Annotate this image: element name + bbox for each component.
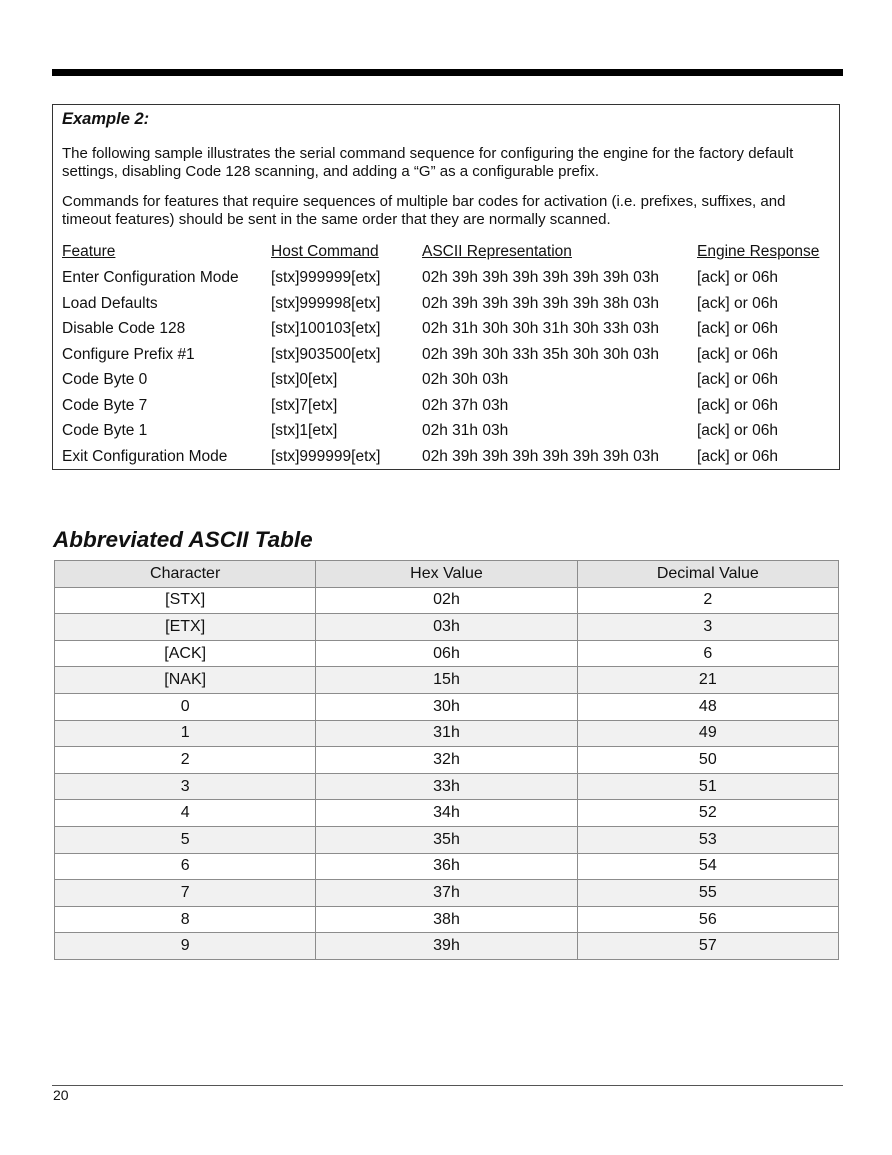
ascii-cell: 02h 39h 39h 39h 39h 39h 39h 03h [422,269,660,286]
hex-cell: 31h [316,720,577,747]
host-command-cell: [stx]7[etx] [271,396,338,414]
feature-cell: Code Byte 1 [62,422,148,439]
hex-cell: 06h [316,640,577,667]
hex-cell: 36h [316,853,577,880]
table-row [55,667,839,694]
table-row [55,800,839,827]
character-cell: 7 [55,880,316,907]
page-number: 20 [53,1087,69,1103]
ascii-cell: 02h 31h 03h [422,422,509,439]
host-command-cell: [stx]0[etx] [271,371,338,388]
table-row [55,640,839,667]
ascii-cell: 02h 30h 03h [422,371,509,388]
ascii-cell: 02h 39h 39h 39h 39h 39h 38h 03h [422,294,660,312]
top-rule [52,69,843,76]
decimal-cell: 56 [577,906,838,933]
example-box [52,104,840,470]
table-row [55,747,839,774]
table-row [55,933,839,960]
character-cell: 6 [55,853,316,880]
table-row [55,906,839,933]
hex-cell: 37h [316,880,577,907]
hex-cell: 30h [316,693,577,720]
example-paragraph-2: Commands for features that require sequences of multiple bar codes for activation (i.e. prefixes, suffixes, and timeout features) should be sent in the same order that they are normally scanned. [62,193,786,228]
character-cell: 4 [55,800,316,827]
feature-cell: Code Byte 0 [62,371,148,388]
host-command-cell: [stx]1[etx] [271,422,338,439]
decimal-cell: 49 [577,720,838,747]
character-cell: 9 [55,933,316,960]
ascii-cell: 02h 31h 30h 30h 31h 30h 33h 03h [422,320,660,337]
ascii-table-header-row [55,561,839,588]
header-hex-value: Hex Value [316,561,577,588]
feature-cell: Exit Configuration Mode [62,447,228,465]
decimal-cell: 3 [577,614,838,641]
decimal-cell: 52 [577,800,838,827]
decimal-cell: 54 [577,853,838,880]
response-cell: [ack] or 06h [697,269,778,286]
decimal-cell: 2 [577,587,838,614]
decimal-cell: 53 [577,826,838,853]
table-row [55,853,839,880]
host-command-cell: [stx]999998[etx] [271,294,381,312]
table-row [55,587,839,614]
ascii-cell: 02h 39h 30h 33h 35h 30h 30h 03h [422,345,660,363]
decimal-cell: 57 [577,933,838,960]
character-cell: 8 [55,906,316,933]
table-row [55,693,839,720]
decimal-cell: 48 [577,693,838,720]
hex-cell: 02h [316,587,577,614]
ascii-table-title: Abbreviated ASCII Table [53,527,313,552]
hex-cell: 03h [316,614,577,641]
hex-cell: 15h [316,667,577,694]
header-engine-response: Engine Response [697,243,820,260]
header-character: Character [55,561,316,588]
character-cell: [NAK] [55,667,316,694]
response-cell: [ack] or 06h [697,294,778,312]
table-row [55,773,839,800]
header-ascii-representation: ASCII Representation [422,243,572,260]
response-cell: [ack] or 06h [697,396,778,414]
hex-cell: 39h [316,933,577,960]
response-cell: [ack] or 06h [697,422,778,439]
header-feature: Feature [62,243,116,260]
host-command-cell: [stx]999999[etx] [271,447,381,465]
response-cell: [ack] or 06h [697,345,778,363]
example-title: Example 2: [62,110,150,128]
decimal-cell: 50 [577,747,838,774]
hex-cell: 38h [316,906,577,933]
decimal-cell: 21 [577,667,838,694]
decimal-cell: 51 [577,773,838,800]
feature-cell: Configure Prefix #1 [62,345,195,363]
decimal-cell: 55 [577,880,838,907]
character-cell: [STX] [55,587,316,614]
table-row [55,826,839,853]
header-host-command: Host Command [271,243,379,260]
ascii-cell: 02h 39h 39h 39h 39h 39h 39h 03h [422,447,660,465]
table-row [55,614,839,641]
host-command-cell: [stx]903500[etx] [271,345,381,363]
character-cell: 0 [55,693,316,720]
feature-cell: Code Byte 7 [62,396,148,414]
character-cell: [ETX] [55,614,316,641]
character-cell: 3 [55,773,316,800]
feature-cell: Disable Code 128 [62,320,186,337]
response-cell: [ack] or 06h [697,320,778,337]
feature-cell: Enter Configuration Mode [62,269,239,286]
feature-cell: Load Defaults [62,294,158,312]
ascii-table [54,560,839,960]
ascii-cell: 02h 37h 03h [422,396,509,414]
hex-cell: 32h [316,747,577,774]
table-row [55,720,839,747]
header-decimal-value: Decimal Value [577,561,838,588]
decimal-cell: 6 [577,640,838,667]
character-cell: [ACK] [55,640,316,667]
character-cell: 1 [55,720,316,747]
character-cell: 2 [55,747,316,774]
hex-cell: 33h [316,773,577,800]
hex-cell: 35h [316,826,577,853]
host-command-cell: [stx]999999[etx] [271,269,381,286]
example-paragraph-1: The following sample illustrates the serial command sequence for configuring the engine for the factory default settings, disabling Code 128 scanning, and adding a “G” as a configurable prefix. [62,145,794,180]
host-command-cell: [stx]100103[etx] [271,320,381,337]
response-cell: [ack] or 06h [697,371,778,388]
response-cell: [ack] or 06h [697,447,778,465]
hex-cell: 34h [316,800,577,827]
table-row [55,880,839,907]
footer-rule [52,1085,843,1086]
character-cell: 5 [55,826,316,853]
